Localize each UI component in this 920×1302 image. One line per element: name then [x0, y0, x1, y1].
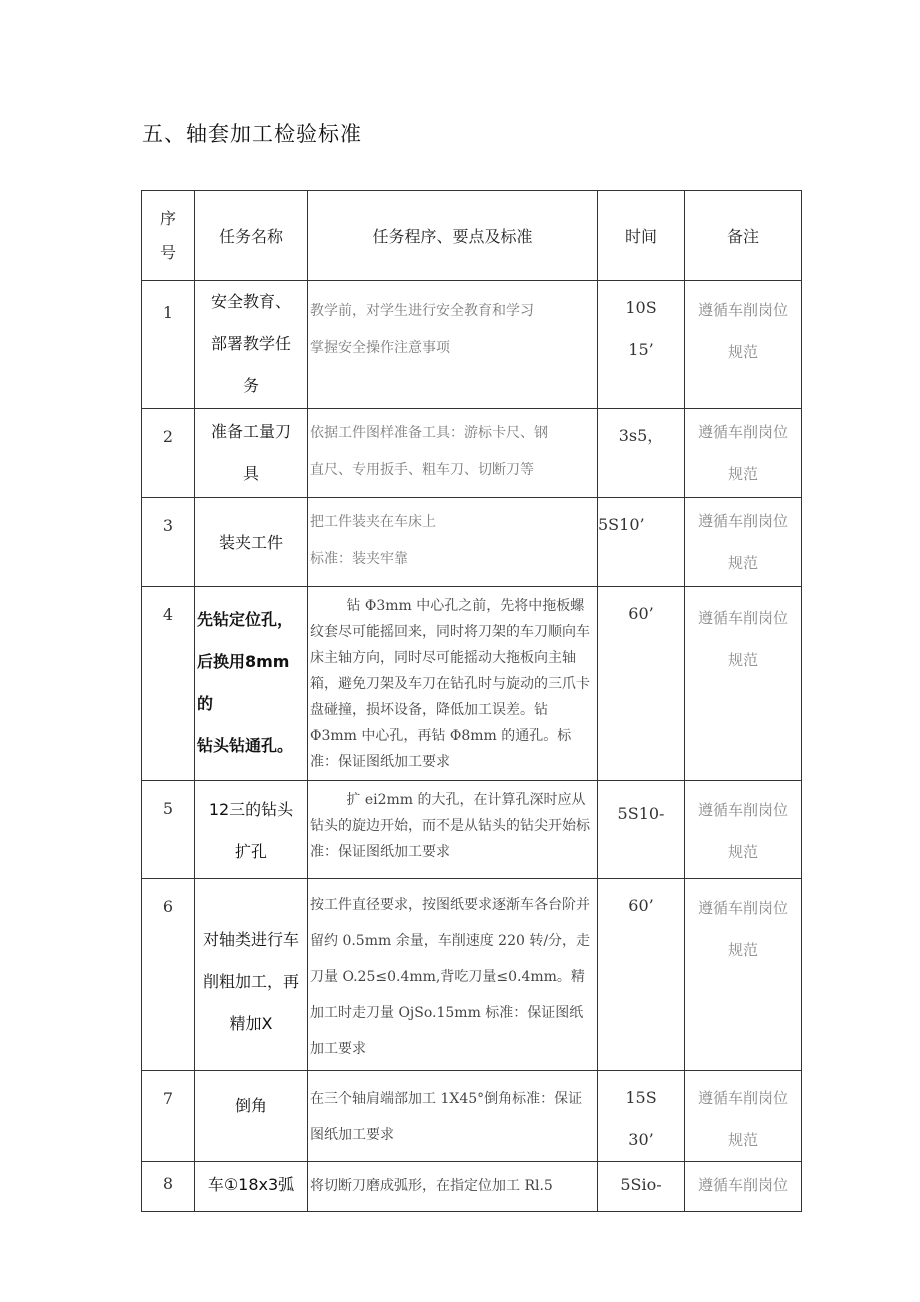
- row-content: 按工件直径要求，按图纸要求逐渐车各台阶并留约 0.5mm 余量，车削速度 220 转/分，走刀量 O.25≤0.4mm,背吃刀量≤0.4mm。精加工时走刀量 OjSo.15mm 标准：保证图纸加工要求: [308, 879, 598, 1071]
- row-time: 10S 15’: [598, 281, 685, 409]
- table-row: [142, 781, 802, 879]
- row-time: 5Sio-: [598, 1162, 685, 1212]
- row-name: 对轴类进行车 削粗加工，再 精加X: [195, 879, 308, 1071]
- row-note: 遵循车削岗位 规范: [685, 781, 802, 879]
- header-row: [142, 191, 802, 281]
- row-content: 把工件装夹在车床上 标准：装夹牢靠: [308, 498, 598, 587]
- table-row: [142, 879, 802, 1071]
- row-seq: 7: [142, 1071, 195, 1162]
- row-content: 将切断刀磨成弧形，在指定位加工 Rl.5: [308, 1162, 598, 1212]
- row-name: 安全教育、 部署教学任 务: [195, 281, 308, 409]
- header-seq: 序号: [142, 191, 195, 281]
- row-time: 3s5，: [598, 409, 685, 498]
- row-seq: 2: [142, 409, 195, 498]
- table-row: [142, 1071, 802, 1162]
- row-seq: 4: [142, 587, 195, 781]
- row-seq: 6: [142, 879, 195, 1071]
- row-name: 先钻定位孔， 后换用8mm的 钻头钻通孔。: [195, 587, 308, 781]
- row-content: 依据工件图样准备工具：游标卡尺、钢 直尺、专用扳手、粗车刀、切断刀等: [308, 409, 598, 498]
- table-row: [142, 409, 802, 498]
- row-seq: 1: [142, 281, 195, 409]
- row-note: 遵循车削岗位 规范: [685, 409, 802, 498]
- row-time: 5S10-: [598, 781, 685, 879]
- row-seq: 8: [142, 1162, 195, 1212]
- inspection-table: [141, 190, 802, 1212]
- row-name: 12三的钻头 扩孔: [195, 781, 308, 879]
- row-note: 遵循车削岗位: [685, 1162, 802, 1212]
- row-seq: 3: [142, 498, 195, 587]
- row-time: 60’: [598, 879, 685, 1071]
- row-time: 15S 30’: [598, 1071, 685, 1162]
- row-time: 5S10’: [598, 498, 685, 587]
- table-row: [142, 281, 802, 409]
- row-name: 车①18x3弧: [195, 1162, 308, 1212]
- row-note: 遵循车削岗位 规范: [685, 281, 802, 409]
- table-row: [142, 1162, 802, 1212]
- row-time: 60’: [598, 587, 685, 781]
- row-seq: 5: [142, 781, 195, 879]
- row-name: 装夹工件: [195, 498, 308, 587]
- row-content: 钻 Φ3mm 中心孔之前，先将中拖板螺纹套尽可能摇回来，同时将刀架的车刀顺向车床主轴方向，同时尽可能摇动大拖板向主轴箱，避免刀架及车刀在钻孔时与旋动的三爪卡盘碰撞，损坏设备，降低加工误差。钻 Φ3mm 中心孔，再钻 Φ8mm 的通孔。标准：保证图纸加工要求: [308, 587, 598, 781]
- page-title: 五、轴套加工检验标准: [142, 122, 362, 146]
- row-note: 遵循车削岗位 规范: [685, 498, 802, 587]
- header-time: 时间: [598, 191, 685, 281]
- row-name: 准备工量刀 具: [195, 409, 308, 498]
- row-content: 扩 ei2mm 的大孔，在计算孔深时应从钻头的旋边开始，而不是从钻头的钻尖开始标准：保证图纸加工要求: [308, 781, 598, 879]
- header-name: 任务名称: [195, 191, 308, 281]
- header-note: 备注: [685, 191, 802, 281]
- row-note: 遵循车削岗位 规范: [685, 879, 802, 1071]
- row-note: 遵循车削岗位 规范: [685, 1071, 802, 1162]
- table-row: [142, 498, 802, 587]
- row-content: 在三个轴肩端部加工 1X45°倒角标准：保证图纸加工要求: [308, 1071, 598, 1162]
- header-content: 任务程序、要点及标准: [308, 191, 598, 281]
- row-note: 遵循车削岗位 规范: [685, 587, 802, 781]
- row-name: 倒角: [195, 1071, 308, 1162]
- table-row: [142, 587, 802, 781]
- row-content: 教学前，对学生进行安全教育和学习 掌握安全操作注意事项: [308, 281, 598, 409]
